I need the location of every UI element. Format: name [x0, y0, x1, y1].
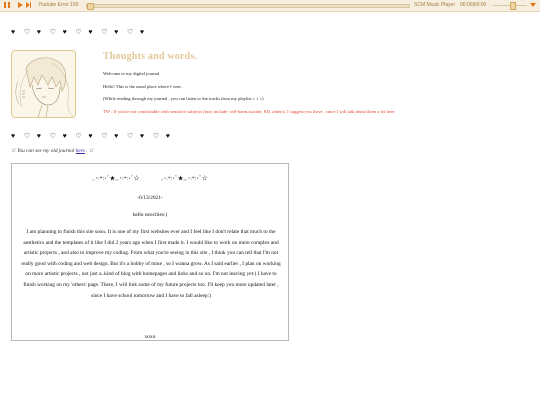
pause-icon[interactable] [4, 2, 6, 8]
heart-icon: ♡ [23, 28, 31, 36]
heart-icon: ♡ [101, 28, 108, 36]
heart-icon: ♥ [36, 132, 41, 140]
playlist-note: (While reading through my journal , you can listen to the tracks from my playlist ♪ ♪ ♪) [103, 96, 264, 101]
old-journal-suffix: . ☆ [84, 148, 94, 154]
heart-icon: ♡ [127, 28, 134, 36]
entry-signoff: xoxo [144, 334, 156, 340]
heart-icon: ♡ [152, 132, 160, 140]
entry-body: I am planning to finish this site soon. It is one of my first websites ever and I feel like I don't relate that much to the aesthetics and the templates of it like I did 2 years ago when I first made it. I would like to work on more complex and artistic projects , and also to improve my coding. From what you're seeing in this site , I think you can tell that I'm not really good with coding and web design. But it's a hobby of mine , so I wanna grow. As I said earlier , I plan on working on more artistic projects , not just a..kind of blog with homepages and links and so on. I'm not leaving yet:) I have to finish working on my 'others' page. There, I will link some of my future projects too. I'll keep you more updated later , since I have school tomorrow and I have to fall asleep:) [21, 229, 281, 299]
seek-bar[interactable] [86, 4, 410, 8]
heart-icon: ♥ [62, 28, 67, 36]
hello-text: Hello! This is the usual place where I vent . [103, 83, 184, 89]
heart-icon: ♡ [49, 28, 56, 36]
heart-icon: ♥ [114, 132, 119, 140]
seek-handle[interactable] [87, 3, 94, 10]
page-title: Thoughts and words. [103, 51, 198, 62]
entry-deco-left: ｡･:*:･ﾟ★,｡･:*:･ﾟ☆ [92, 176, 140, 182]
intro-text [103, 71, 433, 121]
heart-icon: ♥ [62, 132, 67, 140]
old-journal-note [11, 148, 94, 154]
heart-icon: ♥ [88, 28, 93, 36]
heart-icon: ♡ [75, 132, 82, 140]
welcome-text: Welcome to my digital journal. [103, 71, 161, 76]
pause-icon-bar [8, 2, 10, 8]
avatar [11, 50, 76, 118]
heart-icon: ♡ [49, 132, 56, 140]
entry-decoration [12, 174, 288, 185]
heart-icon: ♥ [11, 132, 16, 140]
player-name: SCM Music Player [414, 2, 456, 8]
heart-icon: ♡ [75, 28, 82, 36]
heart-icon: ♥ [11, 28, 16, 36]
menu-icon[interactable] [530, 2, 536, 8]
heart-icon: ♡ [23, 132, 31, 140]
heart-icon: ♥ [165, 132, 170, 140]
play-icon[interactable] [18, 2, 23, 8]
skip-icon-bar [30, 2, 31, 8]
music-player-bar [0, 0, 540, 12]
entry-deco-right: ｡･:*:･ﾟ★,｡･:*:･ﾟ☆ [160, 176, 208, 182]
heart-icon: ♥ [139, 132, 145, 140]
hearts-divider-middle [11, 132, 179, 140]
anime-sketch-avatar-icon [12, 51, 75, 117]
heart-icon: ♥ [114, 28, 119, 36]
heart-icon: ♡ [127, 132, 134, 140]
volume-handle[interactable] [510, 2, 516, 10]
old-journal-prefix: ☆ You can see my old journal [11, 148, 76, 154]
heart-icon: ♡ [101, 132, 108, 140]
journal-entry [11, 163, 289, 341]
track-title: Youtube Error 150 [38, 2, 79, 8]
player-time: 00:00|00:00 [460, 2, 487, 8]
hearts-divider-top [11, 28, 153, 36]
trigger-warning: TW : If you're not comfortable with sensitive subjects (may include: self-harm,suicide, ED, others). I suggest you leave , since I will talk about them a lot here. [103, 108, 396, 114]
old-journal-link[interactable]: here [75, 148, 85, 154]
heart-icon: ♥ [88, 132, 93, 140]
heart-icon: ♥ [139, 28, 145, 36]
entry-greeting: hello neocities:) [132, 212, 168, 218]
entry-date: -6/13/2021- [137, 195, 163, 201]
heart-icon: ♥ [36, 28, 41, 36]
